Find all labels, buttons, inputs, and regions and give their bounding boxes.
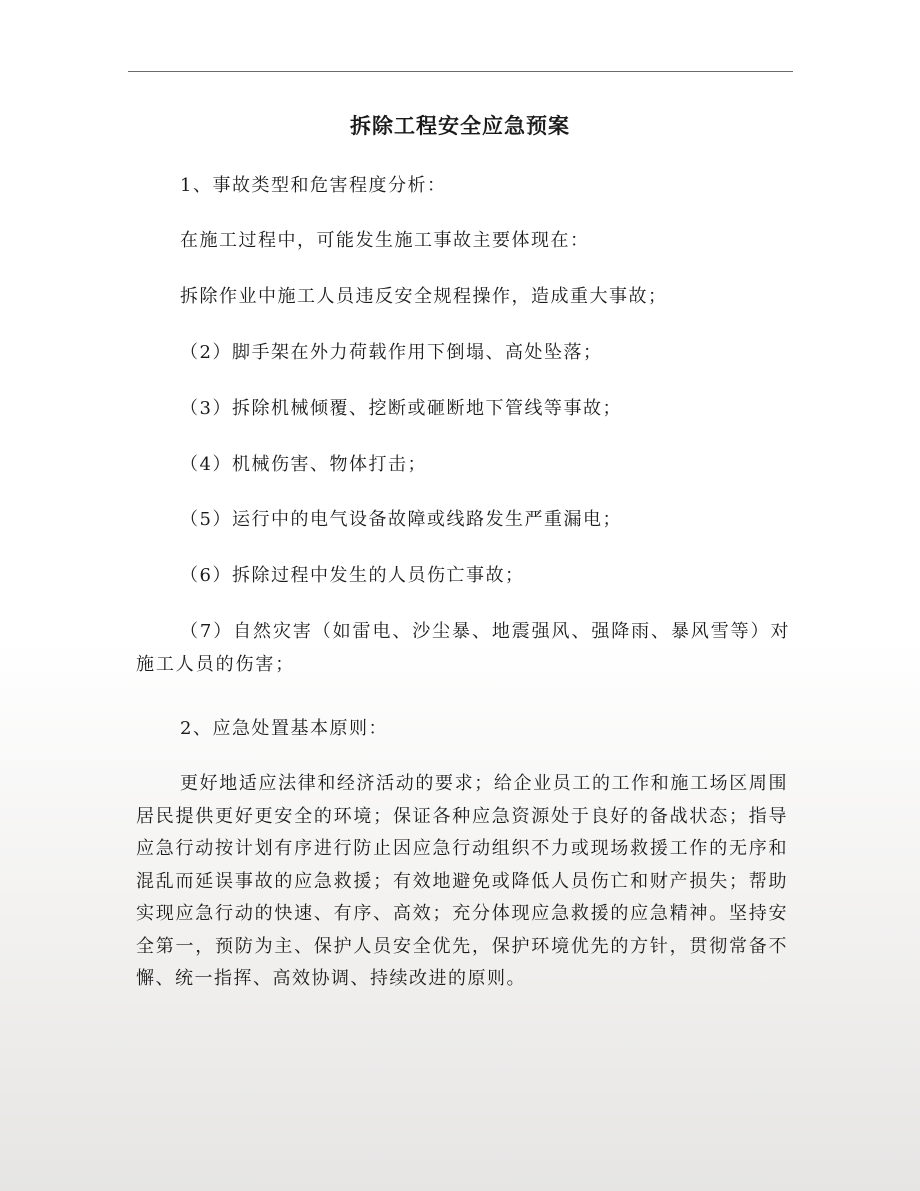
list-item-7: （7）自然灾害（如雷电、沙尘暴、地震强风、强降雨、暴风雪等）对施工人员的伤害； <box>136 621 791 675</box>
section-2-body: 更好地适应法律和经济活动的要求；给企业员工的工作和施工场区周围居民提供更好更安全的环境；保证各种应急资源处于良好的备战状态；指导应急行动按计划有序进行防止因应急行动组织不力或现场救援工作的无序和混乱而延误事故的应急救援；有效地避免或降低人员伤亡和财产损失；帮助实现应急行动的快速、有序、高效；充分体现应急救援的应急精神。坚持安全第一，预防为主、保护人员安全优先，保护环境优先的方针，贯彻常备不懈、统一指挥、高效协调、持续改进的原则。 <box>136 773 788 989</box>
list-item-6: （6）拆除过程中发生的人员伤亡事故； <box>180 565 525 586</box>
section-2-heading: 2、应急处置基本原则： <box>180 718 388 739</box>
section-1-heading: 1、事故类型和危害程度分析： <box>180 175 447 196</box>
intro-line: 在施工过程中，可能发生施工事故主要体现在： <box>180 230 590 251</box>
header-rule <box>128 71 793 72</box>
list-item-5: （5）运行中的电气设备故障或线路发生严重漏电； <box>180 509 622 530</box>
list-item-3: （3）拆除机械倾覆、挖断或砸断地下管线等事故； <box>180 398 622 419</box>
list-item-1: 拆除作业中施工人员违反安全规程操作，造成重大事故； <box>180 286 668 307</box>
list-item-4: （4）机械伤害、物体打击； <box>180 454 427 475</box>
list-item-2: （2）脚手架在外力荷载作用下倒塌、高处坠落； <box>180 342 603 363</box>
document-title: 拆除工程安全应急预案 <box>350 114 570 138</box>
